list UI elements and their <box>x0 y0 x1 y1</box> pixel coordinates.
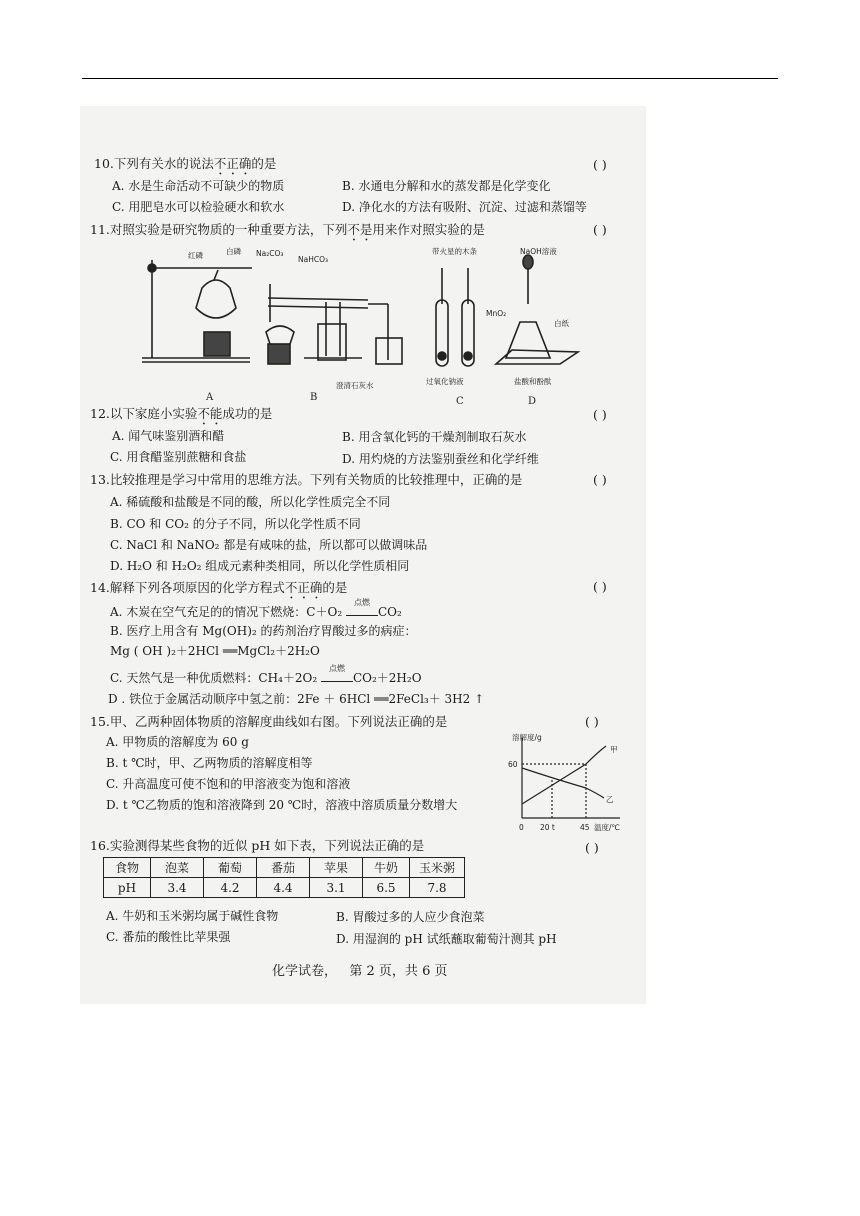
curve-yi <box>522 768 604 798</box>
q10-option-d: D. 净化水的方法有吸附、沉淀、过滤和蒸馏等 <box>342 200 587 214</box>
page-footer: 化学试卷， 第 2 页，共 6 页 <box>272 964 448 979</box>
label-na2co3: Na₂CO₃ <box>256 249 284 258</box>
q12-option-b: B. 用含氧化钙的干燥剂制取石灰水 <box>342 430 527 444</box>
ph-table-value-row <box>104 878 465 898</box>
ph-table-cell: 牛奶 <box>363 858 410 878</box>
q10-answer-paren: ( ) <box>593 157 607 172</box>
q16-stem: 16.实验测得某些食物的近似 pH 如下表，下列说法正确的是 <box>90 838 425 853</box>
graph-series-jia: 甲 <box>610 745 618 754</box>
ph-table-cell: 苹果 <box>310 858 363 878</box>
ph-table-cell: 泡菜 <box>151 858 204 878</box>
q14-stem: 14.解释下列各项原因的化学方程式不正确的是 <box>90 580 348 595</box>
graph-x20t: 20 t <box>540 823 555 832</box>
label-peroxide-solution: 过氧化钠液 <box>426 377 464 386</box>
q11-apparatus-figure <box>140 240 600 410</box>
q14-option-b-equation: Mg ( OH )₂＋2HCl ══MgCl₂＋2H₂O <box>110 644 320 658</box>
q14-a-condition: 点燃 <box>353 598 370 607</box>
ph-table-cell: 食物 <box>104 858 151 878</box>
ph-table <box>103 857 465 898</box>
q15-option-a: A. 甲物质的溶解度为 60 g <box>106 735 249 749</box>
q15-answer-paren: ( ) <box>585 714 599 729</box>
q10-stem: 10.下列有关水的说法不正确的是 <box>94 156 277 171</box>
q13-option-a: A. 稀硫酸和盐酸是不同的酸，所以化学性质完全不同 <box>110 495 391 509</box>
q15-option-c: C. 升高温度可使不饱和的甲溶液变为饱和溶液 <box>106 777 351 791</box>
q10-option-a: A. 水是生命活动不可缺少的物质 <box>112 179 285 193</box>
q16-option-d: D. 用湿润的 pH 试纸蘸取葡萄汁测其 pH <box>336 932 557 946</box>
label-naoh: NaOH溶液 <box>520 247 557 256</box>
solubility-graph <box>506 732 630 836</box>
ph-table-cell: 玉米粥 <box>410 858 465 878</box>
label-nahco3: NaHCO₃ <box>298 255 328 264</box>
header-rule <box>82 78 778 79</box>
q15-option-b: B. t ℃时，甲、乙两物质的溶解度相等 <box>106 756 313 770</box>
ph-table-cell: 葡萄 <box>204 858 257 878</box>
q14-c-condition: 点燃 <box>328 664 345 673</box>
ph-table-header-row <box>104 858 465 878</box>
q14-option-a: A. 木炭在空气充足的的情况下燃烧：C＋O₂ 点燃 CO₂ <box>110 598 402 619</box>
q11-answer-paren: ( ) <box>593 222 607 237</box>
q10-option-b: B. 水通电分解和水的蒸发都是化学变化 <box>342 179 551 193</box>
ph-table-cell: 3.4 <box>151 878 204 898</box>
graph-x0: 0 <box>519 823 524 832</box>
q16-answer-paren: ( ) <box>585 840 599 855</box>
label-red-phosphorus: 红磷 <box>188 251 203 260</box>
label-white-paper: 白纸 <box>554 319 569 328</box>
q13-option-b: B. CO 和 CO₂ 的分子不同，所以化学性质不同 <box>110 517 361 531</box>
ph-table-cell: 番茄 <box>257 858 310 878</box>
label-mno2: MnO₂ <box>486 309 507 318</box>
ph-table-cell: 6.5 <box>363 878 410 898</box>
graph-series-yi: 乙 <box>606 795 614 804</box>
q14-answer-paren: ( ) <box>593 579 607 594</box>
q13-stem: 13.比较推理是学习中常用的思维方法。下列有关物质的比较推理中，正确的是 <box>90 472 523 487</box>
graph-y60: 60 <box>508 760 518 769</box>
label-hcl-phenolphthalein: 盐酸和酚酞 <box>514 377 552 386</box>
curve-jia <box>522 746 606 804</box>
q14-option-b: B. 医疗上用含有 Mg(OH)₂ 的药剂治疗胃酸过多的病症： <box>110 624 417 638</box>
label-d: D <box>528 396 537 407</box>
ph-table-cell: 4.4 <box>257 878 310 898</box>
q15-option-d: D. t ℃乙物质的饱和溶液降到 20 ℃时，溶液中溶质质量分数增大 <box>106 798 458 812</box>
q12-option-d: D. 用灼烧的方法鉴别蚕丝和化学纤维 <box>342 452 539 466</box>
q16-option-c: C. 番茄的酸性比苹果强 <box>106 930 231 944</box>
q12-option-a: A. 闻气味鉴别酒和醋 <box>112 429 225 443</box>
label-c: C <box>456 396 464 407</box>
label-white-phosphorus: 白磷 <box>226 247 241 256</box>
graph-xlabel: 温度/℃ <box>594 823 620 832</box>
q10-option-c: C. 用肥皂水可以检验硬水和软水 <box>112 200 285 214</box>
label-a: A <box>206 392 214 403</box>
q12-stem: 12.以下家庭小实验不能成功的是 <box>90 406 273 421</box>
q12-option-c: C. 用食醋鉴别蔗糖和食盐 <box>110 450 247 464</box>
q13-option-c: C. NaCl 和 NaNO₂ 都是有咸味的盐，所以都可以做调味品 <box>110 538 428 552</box>
q15-stem: 15.甲、乙两种固体物质的溶解度曲线如右图。下列说法正确的是 <box>90 714 448 729</box>
ph-table-cell: 7.8 <box>410 878 465 898</box>
q16-option-a: A. 牛奶和玉米粥均属于碱性食物 <box>106 909 279 923</box>
q13-option-d: D. H₂O 和 H₂O₂ 组成元素种类相同，所以化学性质相同 <box>110 559 410 573</box>
q16-option-b: B. 胃酸过多的人应少食泡菜 <box>336 910 485 924</box>
q14-option-c: C. 天然气是一种优质燃料：CH₄＋2O₂ 点燃 CO₂＋2H₂O <box>110 664 422 685</box>
ph-table-cell: pH <box>104 878 151 898</box>
label-glowing-splint: 带火星的木条 <box>432 247 477 256</box>
label-limewater: 澄清石灰水 <box>336 381 374 390</box>
q14-option-d: D . 铁位于金属活动顺序中氢之前：2Fe ＋ 6HCl ══2FeCl₃＋ 3H2 ↑ <box>108 692 485 706</box>
ph-table-cell: 3.1 <box>310 878 363 898</box>
graph-ylabel: 溶解度/g <box>512 733 542 742</box>
graph-x45: 45 <box>580 823 590 832</box>
q13-answer-paren: ( ) <box>593 472 607 487</box>
q11-stem: 11.对照实验是研究物质的一种重要方法，下列不是用来作对照实验的是 <box>90 222 485 237</box>
ph-table-cell: 4.2 <box>204 878 257 898</box>
label-b: B <box>310 392 318 403</box>
q12-answer-paren: ( ) <box>593 407 607 422</box>
